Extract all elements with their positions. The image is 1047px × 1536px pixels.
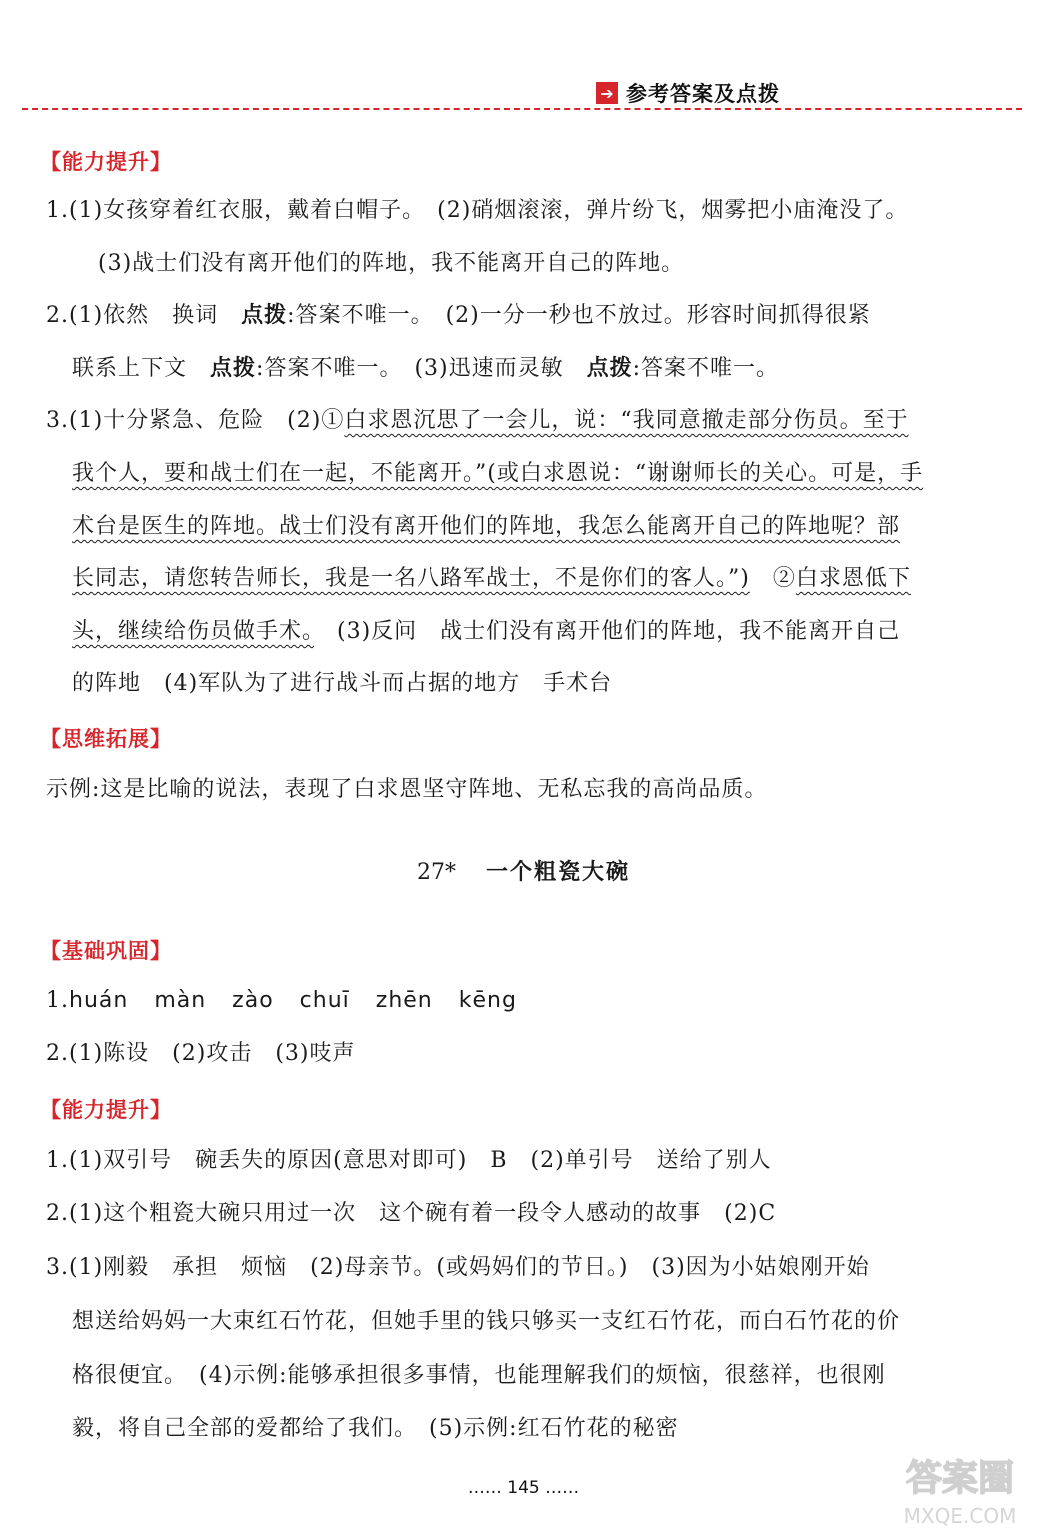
answer-text: :答案不唯一。 (3)迅速而灵敏 <box>256 356 587 381</box>
header-badge <box>596 78 780 108</box>
pinyin-item: kēng <box>458 988 517 1013</box>
hint-keyword: 点拨 <box>210 356 257 381</box>
hint-keyword: 点拨 <box>241 303 288 328</box>
answer-line: 示例:这是比喻的说法，表现了白求恩坚守阵地、无私忘我的高尚品质。 <box>46 777 768 802</box>
header-divider <box>22 108 1022 110</box>
pinyin-item: huán <box>69 988 129 1013</box>
answer-line: 毅，将自己全部的爱都给了我们。 (5)示例:红石竹花的秘密 <box>72 1416 679 1441</box>
pinyin-item: zhēn <box>375 988 433 1013</box>
pinyin-item: màn <box>154 988 207 1013</box>
hint-keyword: 点拨 <box>586 356 633 381</box>
answer-line <box>72 459 923 489</box>
answer-line: 的阵地 (4)军队为了进行战斗而占据的地方 手术台 <box>72 671 613 696</box>
answer-line: 1.(1)双引号 碗丢失的原因(意思对即可) B (2)单引号 送给了别人 <box>46 1148 772 1173</box>
answer-line: 3.(1)刚毅 承担 烦恼 (2)母亲节。(或妈妈们的节日。) (3)因为小姑娘刚开始 <box>46 1255 870 1280</box>
underlined-sentence: 白求恩沉思了一会儿，说：“我同意撤走部分伤员。至于 <box>344 408 909 433</box>
lesson-name: 一个粗瓷大碗 <box>485 860 630 885</box>
section-heading-basic: 【基础巩固】 <box>40 939 172 963</box>
answer-text: 联系上下文 <box>72 356 211 381</box>
section-heading-thinking: 【思维拓展】 <box>40 727 172 751</box>
answer-text: :答案不唯一。 (2)一分一秒也不放过。形容时间抓得很紧 <box>287 303 871 328</box>
page-header-title: 参考答案及点拨 <box>626 82 780 106</box>
answer-line: 2.(1)这个粗瓷大碗只用过一次 这个碗有着一段令人感动的故事 (2)C <box>46 1201 777 1226</box>
answer-line: 想送给妈妈一大束红石竹花，但她手里的钱只够买一支红石竹花，而白石竹花的价 <box>72 1309 901 1334</box>
pinyin-item: chuī <box>299 988 350 1013</box>
pinyin-list <box>69 988 543 1013</box>
page-number: …… 145 …… <box>467 1478 580 1498</box>
answer-line <box>46 406 909 436</box>
lesson-number: 27* <box>416 860 456 885</box>
underlined-sentence: 我个人，要和战士们在一起，不能离开。”(或白求恩说：“谢谢师长的关心。可是，手 <box>72 461 924 486</box>
answer-line: 格很便宜。 (4)示例:能够承担很多事情，也能理解我们的烦恼，很慈祥，也很刚 <box>72 1363 886 1388</box>
pinyin-item: zào <box>232 988 274 1013</box>
underlined-sentence: 长同志，请您转告师长，我是一名八路军战士，不是你们的客人。”) <box>72 566 750 591</box>
answer-line <box>72 512 900 542</box>
underlined-sentence: 术台是医生的阵地。战士们没有离开他们的阵地，我怎么能离开自己的阵地呢？部 <box>72 514 901 539</box>
answer-line: (3)战士们没有离开他们的阵地，我不能离开自己的阵地。 <box>98 251 685 276</box>
underlined-sentence: 白求恩低下 <box>795 566 911 591</box>
section-heading-ability: 【能力提升】 <box>40 1098 172 1122</box>
arrow-right-icon: ➔ <box>596 82 618 104</box>
watermark-url: MXQE.COM <box>903 1504 1017 1528</box>
answer-line: 2.(1)陈设 (2)攻击 (3)吱声 <box>46 1041 356 1066</box>
answer-line <box>46 986 543 1016</box>
answer-text: 3.(1)十分紧急、危险 (2)① <box>46 408 345 433</box>
answer-text: (3)反问 战士们没有离开他们的阵地，我不能离开自己 <box>314 619 901 644</box>
answer-line: 1.(1)女孩穿着红衣服，戴着白帽子。 (2)硝烟滚滚，弹片纷飞，烟雾把小庙淹没了。 <box>46 198 909 223</box>
answer-line <box>72 564 911 594</box>
answer-text: :答案不唯一。 <box>632 356 780 381</box>
answer-text: ② <box>749 566 796 591</box>
answer-line <box>72 354 779 384</box>
answer-line <box>46 301 871 331</box>
section-heading-ability: 【能力提升】 <box>40 150 172 174</box>
lesson-title <box>0 855 1047 886</box>
watermark-logo <box>880 1445 1040 1530</box>
answer-text: 1. <box>46 988 69 1013</box>
underlined-sentence: 头，继续给伤员做手术。 <box>72 619 315 644</box>
answer-text: 2.(1)依然 换词 <box>46 303 242 328</box>
watermark-logo-text: 答案圈 <box>905 1458 1015 1499</box>
answer-line <box>72 617 900 647</box>
